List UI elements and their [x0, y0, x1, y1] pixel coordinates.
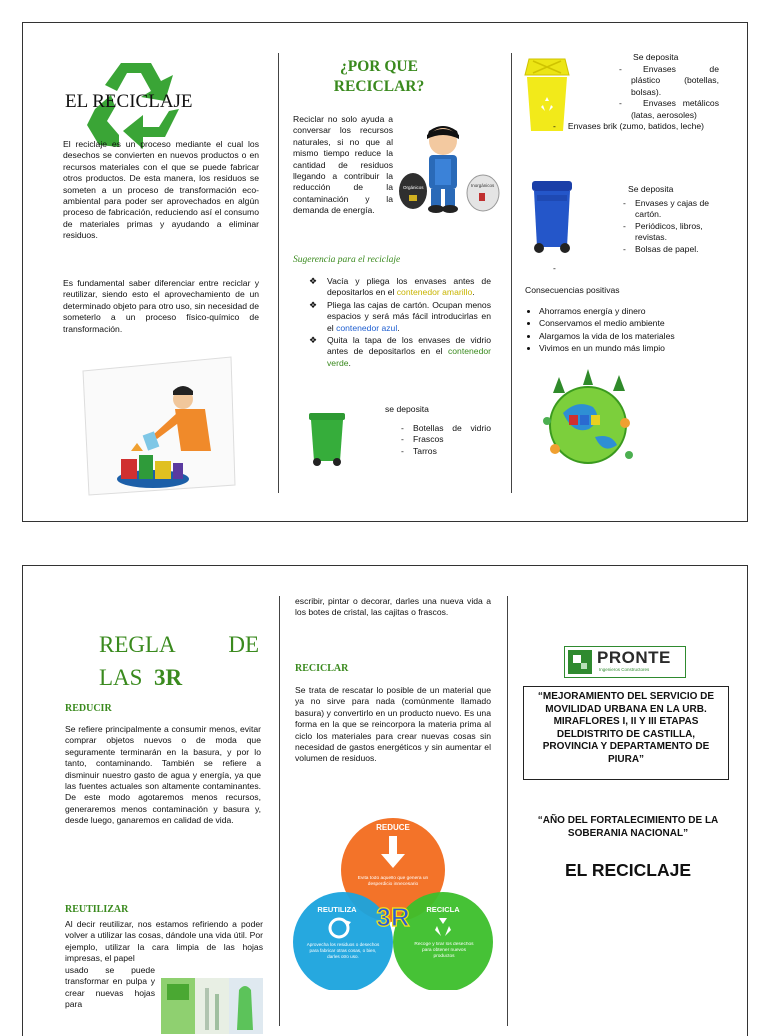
empty-dash: -	[553, 263, 556, 273]
trifold-page-1	[22, 22, 748, 522]
why-recycle-paragraph: Reciclar no solo ayuda a conversar los recursos naturales, si no que al mismo tiempo reduce la cantidad de residuos llegando a contribuir la reducción de la contaminación y la demanda de energía.	[293, 114, 393, 216]
why-recycle-title-line1: ¿POR QUE	[340, 58, 418, 75]
reciclar-paragraph: Se trata de rescatar lo posible de un material que ya no sirve para nada (comúnmente llamado basura) y convertirlo en un producto nuevo. Es una forma en la que se reincorpora la materia prima al ciclo los materiales para crear nuevas cosas sin necesidad de gastos energéticos y sin aumentar el volumen de residuos.	[295, 685, 491, 764]
why-recycle-title-line2: RECICLAR?	[333, 78, 425, 95]
pronte-logo	[564, 646, 686, 678]
yellow-bin-label: Se deposita	[633, 52, 679, 62]
yellow-bin-item: - Envases brik (zumo, batidos, leche)	[553, 121, 705, 132]
3r-venn-diagram	[293, 814, 493, 990]
consequence-item: • Alargamos la vida de los materiales	[539, 331, 749, 342]
brochure-subject: EL RECICLAJE	[564, 860, 692, 880]
project-title-box	[523, 686, 729, 780]
column-divider	[279, 596, 280, 1026]
reduce-description: Evita todo aquello que genera un desperdicio innecesario	[357, 876, 429, 887]
consequences-list	[525, 306, 749, 356]
consequence-item: • Vivimos en un mundo más limpio	[539, 343, 749, 354]
pronte-logo-name: PRONTE	[597, 648, 671, 667]
child-with-bags-illustration	[399, 119, 501, 219]
blue-bin-icon	[529, 179, 575, 255]
blue-bin-label: Se deposita	[628, 184, 674, 194]
difference-paragraph: Es fundamental saber diferenciar entre reciclar y reutilizar, siendo esto el aprovechamiento de un determinado objeto para otro uso, sin necesidad de someterlo a un proceso físico-químico de transformación.	[63, 278, 259, 334]
project-title: “MEJORAMIENTO DEL SERVICIO DE MOVILIDAD URBANA EN LA URB. MIRAFLORES I, II Y III ETAPAS DELDISTRITO DE CASTILLA, PROVINCIA Y DEPARTAMENTO DE PIURA”	[537, 691, 715, 765]
blue-bin-item: - Envases y cajas de cartón.	[621, 198, 721, 221]
intro-paragraph: El reciclaje es un proceso mediante el cual los desechos se convierten en nuevos productos o en recursos materiales con el que se puede fabricar otros productos. De esta manera, los residuos se someten a un proceso de transformación eco-ambiental para poder ser aprovechados en algún proceso de fabricación, reduciendo así el consumo de materiales primas y ayudando a eliminar residuos.	[63, 139, 259, 241]
reduce-label: REDUCE	[376, 823, 410, 832]
consequences-title: Consecuencias positivas	[525, 285, 620, 295]
tip-item-1: ❖ Vacía y pliega los envases antes de depositarlos en el contenedor amarillo.	[309, 276, 491, 298]
reutiliza-description: Aprovecha los residuos o desechos para fabricar otras cosas, o bien, darles otro uso.	[306, 942, 380, 959]
sack-label-inorganic: Inorgánicos	[471, 183, 495, 188]
year-motto: “AÑO DEL FORTALECIMIENTO DE LA SOBERANIA NACIONAL”	[537, 815, 719, 839]
green-bin-label: se deposita	[385, 404, 429, 414]
yellow-container-label: contenedor amarillo	[396, 287, 473, 298]
sack-label-organic: Orgánicos	[403, 185, 424, 190]
column-divider	[511, 53, 512, 493]
yellow-bin-items	[553, 64, 719, 132]
reutilizar-paragraph: Al decir reutilizar, nos estamos refiriendo a poder volver a utilizar las cosas, dándole una vida útil. Por ejemplo, utilizar la cara limpia de las hojas impresas, el papel	[65, 919, 263, 964]
consequence-item: • Ahorramos energía y dinero	[539, 306, 749, 317]
column-divider	[507, 596, 508, 1026]
reciclar-heading: RECICLAR	[295, 663, 349, 674]
reutilizar-heading: REUTILIZAR	[65, 904, 129, 915]
blue-bin-item: - Periódicos, libros, revistas.	[621, 221, 721, 244]
recicla-description: Recoge y tirar los desechos para obtener nuevos productos	[414, 942, 474, 959]
reutilizar-end-paragraph: escribir, pintar o decorar, darles una nueva vida a los botes de cristal, las cajitas o frascos.	[295, 596, 491, 618]
page1-title: EL RECICLAJE	[65, 91, 193, 112]
trifold-page-2	[22, 565, 748, 1036]
blue-container-label: contenedor azul	[336, 322, 398, 333]
yellow-bin-item: - Envases metálicos (latas, aerosoles)	[619, 98, 719, 120]
green-bin-items	[399, 423, 491, 457]
green-earth-illustration	[533, 363, 643, 479]
column-divider	[278, 53, 279, 493]
rule-3r-title-line1: REGLA DE	[99, 632, 259, 657]
green-bin-item: - Botellas de vidrio	[399, 423, 491, 434]
suggestion-heading: Sugerencia para el reciclaje	[293, 255, 401, 265]
reused-bottles-photo	[161, 978, 263, 1034]
rule-3r-title-line2: LAS 3R	[99, 665, 183, 690]
green-container-label: contenedor verde	[327, 346, 491, 368]
blue-bin-item: - Bolsas de papel.	[621, 244, 721, 255]
tip-item-2: ❖ Pliega las cajas de cartón. Ocupan menos espacios y será más fácil introducirlas en el contenedor azul.	[309, 299, 491, 333]
recicla-label: RECICLA	[426, 905, 460, 914]
green-bin-item: - Frascos	[399, 434, 491, 445]
reducir-heading: REDUCIR	[65, 703, 112, 714]
why-recycle-title	[293, 57, 465, 97]
reutiliza-label: REUTILIZA	[317, 905, 357, 914]
tip-item-3: ❖ Quita la tapa de los envases de vidrio antes de depositarlos en el contenedor verde.	[309, 335, 491, 368]
person-recycling-illustration	[81, 351, 237, 497]
reutilizar-continuation: usado se puede transformar en pulpa y crear nuevas hojas para	[65, 965, 155, 1010]
rule-3r-title	[99, 628, 259, 694]
yellow-bin-item: - Envases de plástico (botellas, bolsas).	[619, 64, 719, 97]
green-bin-item: - Tarros	[399, 446, 491, 457]
pronte-logo-mark-icon	[568, 650, 592, 674]
3r-center-label: 3R	[376, 902, 410, 932]
pronte-logo-subtitle: Ingenieros Constructores	[599, 667, 650, 672]
green-bin-icon	[307, 411, 347, 467]
blue-bin-items	[621, 198, 721, 255]
consequence-item: • Conservamos el medio ambiente	[539, 318, 749, 329]
tips-list	[309, 276, 491, 369]
reducir-paragraph: Se refiere principalmente a consumir menos, evitar comprar objetos nuevos o de moda que seguramente terminarán en la basura, y por lo tanto, contaminando. También se refiere a disminuir nuestro gasto de agua y energía, ya que las fuentes actuales son altamente contaminantes. De este modo agotaremos menos recursos, generaremos menos contaminación y basura y, desde luego, ganaremos en calidad de vida.	[65, 724, 261, 826]
